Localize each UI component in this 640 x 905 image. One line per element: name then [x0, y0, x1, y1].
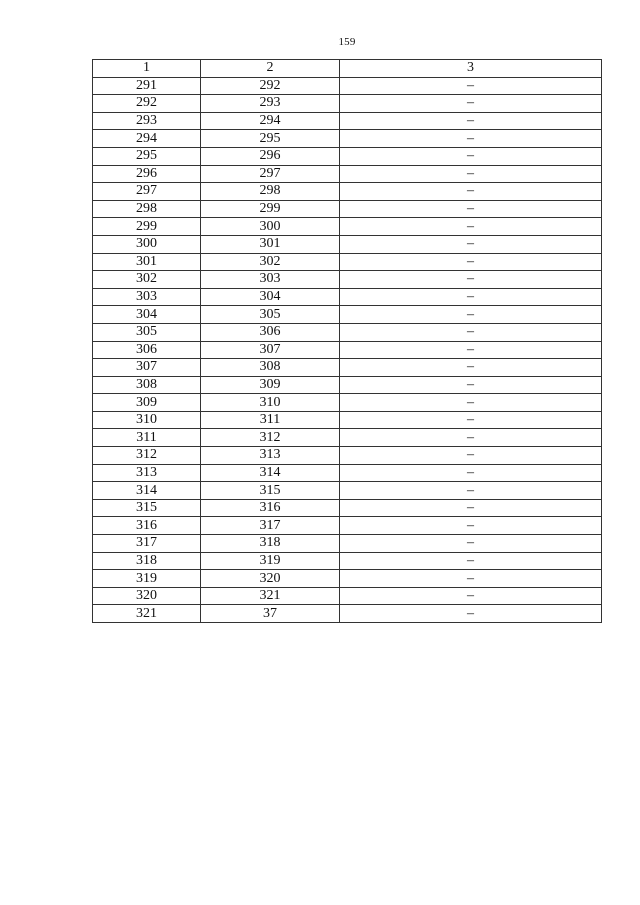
table-row	[93, 517, 602, 535]
table-cell-col-3: –	[340, 147, 602, 165]
table-row	[93, 271, 602, 289]
table-row	[93, 306, 602, 324]
table-cell-col-3: –	[340, 165, 602, 183]
table-row	[93, 112, 602, 130]
table-cell-col-2: 308	[201, 359, 340, 377]
table-cell-col-1: 300	[93, 235, 201, 253]
table-cell-col-2: 314	[201, 464, 340, 482]
table-cell-col-3: –	[340, 482, 602, 500]
table-row	[93, 359, 602, 377]
header-row	[93, 60, 602, 78]
table-cell-col-1: 315	[93, 499, 201, 517]
table-row	[93, 570, 602, 588]
table-cell-col-1: 303	[93, 288, 201, 306]
table-cell-col-3: –	[340, 323, 602, 341]
table-cell-col-1: 302	[93, 271, 201, 289]
table-cell-col-1: 304	[93, 306, 201, 324]
column-header-1: 1	[93, 60, 201, 78]
table-cell-col-2: 320	[201, 570, 340, 588]
table-cell-col-1: 294	[93, 130, 201, 148]
page-number: 159	[338, 36, 356, 48]
table-cell-col-3: –	[340, 464, 602, 482]
table-cell-col-2: 315	[201, 482, 340, 500]
table-cell-col-2: 313	[201, 447, 340, 465]
table-body	[93, 77, 602, 622]
table-row	[93, 411, 602, 429]
table-cell-col-1: 317	[93, 535, 201, 553]
table-cell-col-1: 295	[93, 147, 201, 165]
table-cell-col-3: –	[340, 394, 602, 412]
table-row	[93, 77, 602, 95]
table-row	[93, 147, 602, 165]
table-cell-col-2: 294	[201, 112, 340, 130]
table-cell-col-3: –	[340, 429, 602, 447]
table-cell-col-2: 37	[201, 605, 340, 623]
table-cell-col-2: 298	[201, 183, 340, 201]
table-row	[93, 253, 602, 271]
table-cell-col-1: 310	[93, 411, 201, 429]
table-cell-col-2: 309	[201, 376, 340, 394]
table-cell-col-3: –	[340, 376, 602, 394]
table-row	[93, 605, 602, 623]
table-cell-col-3: –	[340, 306, 602, 324]
table-cell-col-3: –	[340, 235, 602, 253]
table-cell-col-2: 311	[201, 411, 340, 429]
table-row	[93, 447, 602, 465]
table-row	[93, 341, 602, 359]
table-cell-col-1: 308	[93, 376, 201, 394]
table-cell-col-3: –	[340, 200, 602, 218]
table-cell-col-1: 301	[93, 253, 201, 271]
table-cell-col-3: –	[340, 288, 602, 306]
table-cell-col-3: –	[340, 535, 602, 553]
table-cell-col-1: 293	[93, 112, 201, 130]
table-cell-col-3: –	[340, 253, 602, 271]
table-cell-col-2: 310	[201, 394, 340, 412]
table-cell-col-1: 298	[93, 200, 201, 218]
table-cell-col-3: –	[340, 411, 602, 429]
table-header	[93, 60, 602, 78]
column-header-2: 2	[201, 60, 340, 78]
table-cell-col-1: 292	[93, 95, 201, 113]
table-cell-col-1: 314	[93, 482, 201, 500]
table-cell-col-2: 299	[201, 200, 340, 218]
table-cell-col-3: –	[340, 183, 602, 201]
table-cell-col-3: –	[340, 517, 602, 535]
table-cell-col-1: 321	[93, 605, 201, 623]
table-row	[93, 323, 602, 341]
table-cell-col-1: 296	[93, 165, 201, 183]
table-row	[93, 429, 602, 447]
table-cell-col-2: 301	[201, 235, 340, 253]
table-cell-col-3: –	[340, 95, 602, 113]
table-row	[93, 376, 602, 394]
table-cell-col-2: 306	[201, 323, 340, 341]
table-cell-col-3: –	[340, 447, 602, 465]
table-row	[93, 552, 602, 570]
table-row	[93, 499, 602, 517]
table-row	[93, 587, 602, 605]
table-cell-col-2: 292	[201, 77, 340, 95]
table-row	[93, 464, 602, 482]
table-cell-col-3: –	[340, 359, 602, 377]
table-cell-col-3: –	[340, 130, 602, 148]
table-cell-col-1: 318	[93, 552, 201, 570]
table-cell-col-2: 316	[201, 499, 340, 517]
table-row	[93, 165, 602, 183]
table-cell-col-2: 297	[201, 165, 340, 183]
table-cell-col-1: 299	[93, 218, 201, 236]
table-row	[93, 394, 602, 412]
table-cell-col-1: 291	[93, 77, 201, 95]
table-cell-col-2: 307	[201, 341, 340, 359]
table-cell-col-2: 295	[201, 130, 340, 148]
table-cell-col-3: –	[340, 112, 602, 130]
table-cell-col-3: –	[340, 218, 602, 236]
table-cell-col-3: –	[340, 552, 602, 570]
table-cell-col-2: 305	[201, 306, 340, 324]
table-cell-col-2: 321	[201, 587, 340, 605]
table-cell-col-3: –	[340, 570, 602, 588]
table-cell-col-1: 311	[93, 429, 201, 447]
table-cell-col-1: 320	[93, 587, 201, 605]
table-cell-col-1: 297	[93, 183, 201, 201]
table-cell-col-1: 316	[93, 517, 201, 535]
table-cell-col-2: 317	[201, 517, 340, 535]
table-cell-col-1: 307	[93, 359, 201, 377]
table-row	[93, 535, 602, 553]
table-cell-col-1: 313	[93, 464, 201, 482]
table-cell-col-2: 304	[201, 288, 340, 306]
table-row	[93, 130, 602, 148]
table-cell-col-3: –	[340, 77, 602, 95]
table-cell-col-1: 319	[93, 570, 201, 588]
table-cell-col-3: –	[340, 587, 602, 605]
table-row	[93, 482, 602, 500]
table-cell-col-2: 303	[201, 271, 340, 289]
table-cell-col-2: 312	[201, 429, 340, 447]
table-cell-col-2: 318	[201, 535, 340, 553]
table-cell-col-2: 293	[201, 95, 340, 113]
table-cell-col-1: 306	[93, 341, 201, 359]
table-cell-col-2: 319	[201, 552, 340, 570]
table-row	[93, 235, 602, 253]
table-row	[93, 183, 602, 201]
table-row	[93, 218, 602, 236]
table-cell-col-1: 312	[93, 447, 201, 465]
table-cell-col-1: 305	[93, 323, 201, 341]
table-row	[93, 200, 602, 218]
table-cell-col-1: 309	[93, 394, 201, 412]
table-cell-col-3: –	[340, 271, 602, 289]
table-row	[93, 288, 602, 306]
table-row	[93, 95, 602, 113]
table-cell-col-3: –	[340, 605, 602, 623]
table-cell-col-3: –	[340, 499, 602, 517]
data-table	[92, 59, 602, 623]
table-cell-col-2: 300	[201, 218, 340, 236]
column-header-3: 3	[340, 60, 602, 78]
table-cell-col-2: 296	[201, 147, 340, 165]
table-cell-col-2: 302	[201, 253, 340, 271]
table-cell-col-3: –	[340, 341, 602, 359]
